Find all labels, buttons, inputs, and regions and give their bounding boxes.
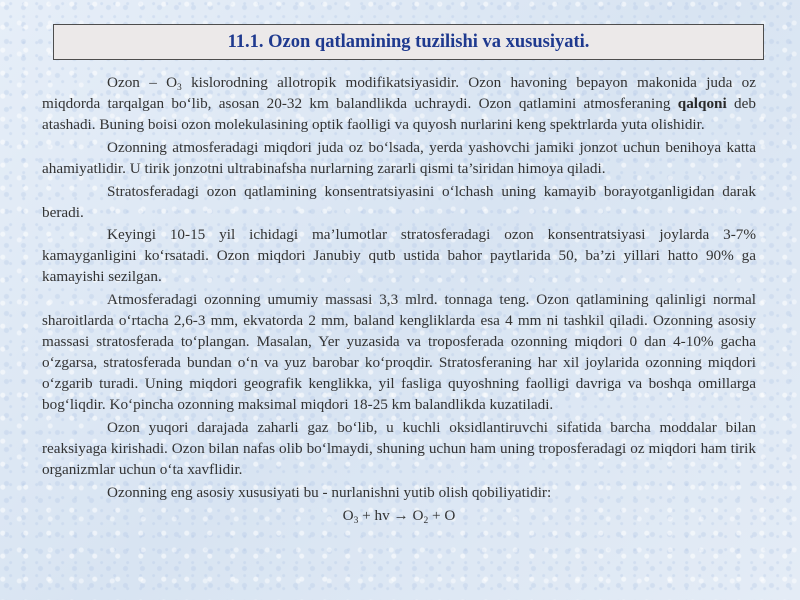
formula-end: + O xyxy=(428,506,456,524)
formula-reactant: O xyxy=(342,506,354,524)
paragraph-7: Ozonning eng asosiy xususiyati bu - nurlanishni yutib olish qobiliyatidir: xyxy=(107,483,552,501)
p1-rest: kislorodning allotropik modifikatsiyasidir. Ozon havoning bepayon makonida juda oz miqdorda tarqalgan bo‘lib, asosan 20-32 km balandlikda uchraydi. Ozon qatlamini atmosferaning xyxy=(42,74,756,112)
formula-product-subscript: 2 xyxy=(423,515,429,526)
paragraph-6: Ozon yuqori darajada zaharli gaz bo‘lib, u kuchli oksidlantiruvchi sifatida barcha moddalar bilan reaksiyaga kirishadi. Ozon bilan nafas olib bo‘lmaydi, shuning uchun ham uning troposferadagi oz miqdori ham tirik organizmlar uchun o‘ta xavflidir. xyxy=(42,418,756,478)
formula-middle: + hv → O xyxy=(358,506,424,524)
paragraph-1 xyxy=(42,72,756,135)
paragraph-2: Ozonning atmosferadagi miqdori juda oz bo‘lsada, yerda yashovchi jamiki jonzot uchun benihoya katta ahamiyatlidir. U tirik jonzotni ultrabinafsha nurlarning zararli qismi ta’siridan himoya qiladi. xyxy=(42,138,756,177)
title-box xyxy=(53,24,764,60)
formula-reactant-subscript: 3 xyxy=(353,515,359,526)
p1-bold-word: qalqoni xyxy=(677,95,727,112)
paragraph-3: Stratosferadagi ozon qatlamining konsentratsiyasini o‘lchash uning kamayib borayotganligidan darak beradi. xyxy=(42,182,756,221)
ozon-formula xyxy=(42,505,756,526)
paragraph-4: Keyingi 10-15 yil ichidagi ma’lumotlar stratosferadagi ozon konsentratsiyasi joylarda 3-7% kamayganligini ko‘rsatadi. Ozon miqdori Janubiy qutb ustida bahor paytlarida 50, ba’zi yillari hatto 90% ga kamayishi sezilgan. xyxy=(42,226,756,286)
p1-start: Ozon – O xyxy=(107,74,178,91)
page-title: 11.1. Ozon qatlamining tuzilishi va xususiyati. xyxy=(227,31,590,52)
p1-subscript: 3 xyxy=(177,83,182,93)
p1-end: deb atashadi. Buning boisi ozon molekulasining optik faolligi va quyosh nurlarini keng spektrlarda yuta olishidir. xyxy=(42,95,756,133)
paragraph-5: Atmosferadagi ozonning umumiy massasi 3,3 mlrd. tonnaga teng. Ozon qatlamining qalinligi normal sharoitlarda o‘rtacha 2,6-3 mm, ekvatorda 2 mm, baland kengliklarda esa 4 mm ni tashkil qiladi. Ozonning asosiy massasi stratosferada to‘plangan. Masalan, Yer yuzasida va troposferada ozonning miqdori 0 dan 4-10% gacha o‘zgarsa, stratosferada bundan o‘n va yuz barobar ko‘proqdir. Stratosferaning har xil joylarida ozonning miqdori o‘zgarib turadi. Uning miqdori geografik kenglikka, yil fasliga quyoshning faolligi davriga va boshqa omillarga bog‘liqdir. Ko‘pincha ozonning maksimal miqdori 18-25 km balandlikda kuzatiladi. xyxy=(42,291,756,414)
document-body xyxy=(42,72,756,527)
